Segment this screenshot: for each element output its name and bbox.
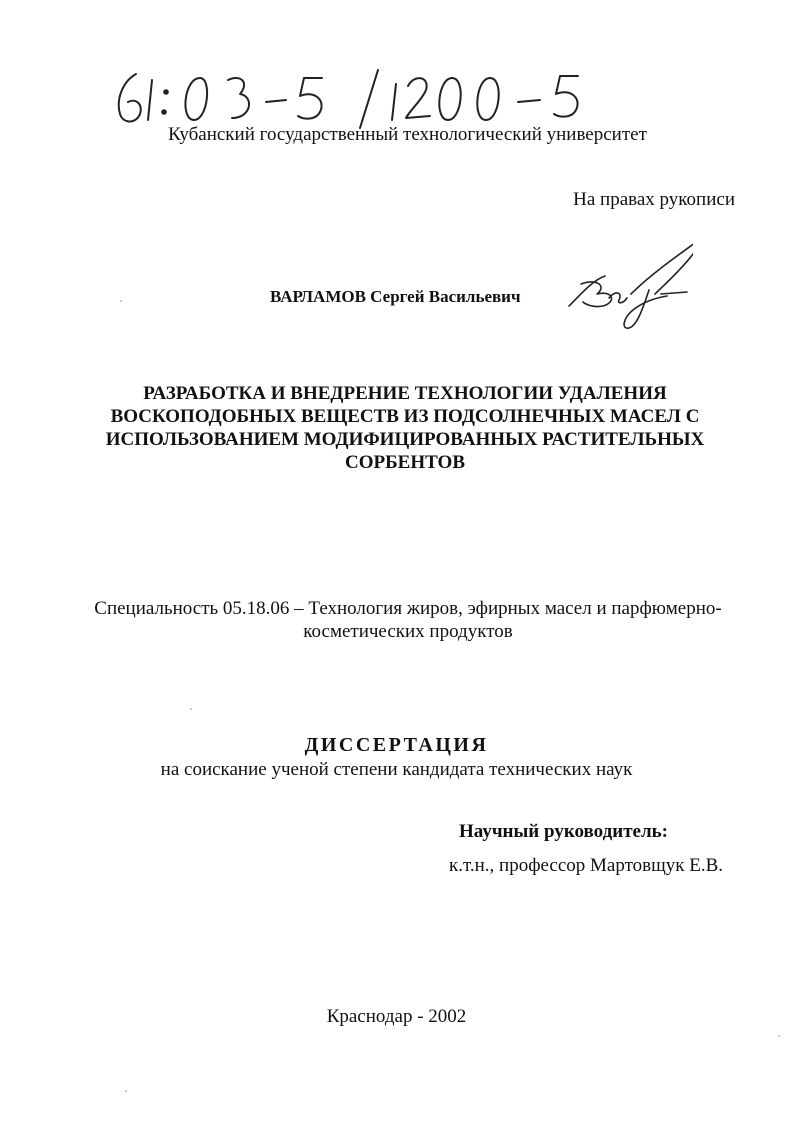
scan-speck	[125, 1090, 127, 1092]
supervisor-label: Научный руководитель:	[459, 821, 668, 842]
scan-speck	[190, 708, 192, 710]
city-year: Краснодар - 2002	[326, 1006, 467, 1027]
manuscript-rights-note: На правах рукописи	[573, 189, 735, 210]
university-name: Кубанский государственный технологический университет	[168, 124, 647, 145]
specialty-line: Специальность 05.18.06 – Технология жиров, эфирных масел и парфюмерно-косметических продуктов	[94, 598, 722, 642]
degree-line: на соискание ученой степени кандидата технических наук	[160, 759, 633, 780]
document-type-heading: ДИССЕРТАЦИЯ	[304, 734, 489, 756]
scan-speck	[778, 1035, 780, 1037]
scan-speck	[120, 300, 122, 302]
handwritten-archive-code	[108, 62, 628, 132]
dissertation-title: РАЗРАБОТКА И ВНЕДРЕНИЕ ТЕХНОЛОГИИ УДАЛЕНИЯ ВОСКОПОДОБНЫХ ВЕЩЕСТВ ИЗ ПОДСОЛНЕЧНЫХ МАСЕЛ С ИСПОЛЬЗОВАНИЕМ МОДИФИЦИРОВАННЫХ РАСТИТЕЛЬНЫХ СОРБЕНТОВ	[105, 383, 705, 473]
author-signature	[563, 232, 693, 332]
supervisor-name: к.т.н., профессор Мартовщук Е.В.	[449, 855, 724, 876]
author-name: ВАРЛАМОВ Сергей Васильевич	[270, 287, 521, 306]
